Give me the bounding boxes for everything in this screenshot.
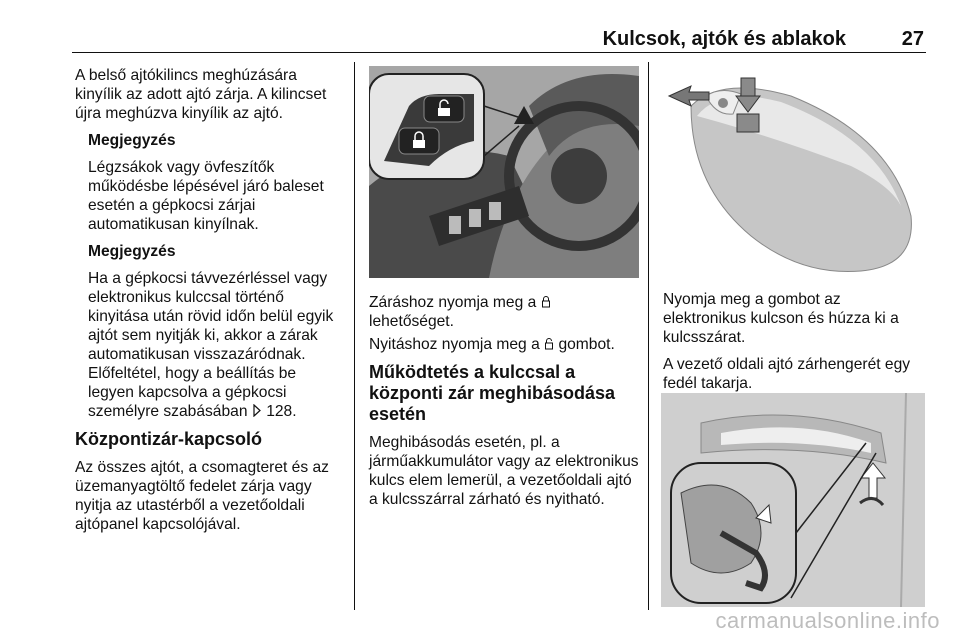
header-title: Kulcsok, ajtók és ablakok (602, 28, 846, 50)
note-text (88, 364, 345, 421)
page-reference-arrow-icon (252, 404, 262, 417)
paragraph (369, 293, 639, 331)
lock-instruction: Záráshoz nyomja meg a (369, 294, 537, 311)
paragraph: A vezető oldali ajtó zárhengerét egy fedél takarja. (663, 356, 911, 392)
watermark: carmanualsonline.info (715, 608, 940, 633)
section-heading: Működtetés a kulccsal a központi zár meghibásodása esetén (369, 362, 616, 424)
door-handle-lock-cylinder-figure (661, 393, 925, 607)
note-title: Megjegyzés (88, 243, 176, 260)
note-text-line: Előfeltétel, hogy a beállítás be legyen kapcsolva a gépkocsi személyre szabásában (88, 365, 297, 420)
unlock-instruction-end: gombot. (558, 336, 615, 353)
door-lock-switch-figure (369, 66, 639, 278)
column-divider (354, 62, 355, 610)
paragraph: Az összes ajtót, a csomagteret és az üzemanyagtöltő fedelet zárja vagy nyitja az utastérből a vezetőoldali ajtópanel kapcsolójával. (75, 459, 329, 533)
header-rule (72, 52, 926, 53)
page-reference[interactable]: 128. (266, 403, 297, 420)
page-number: 27 (901, 28, 924, 50)
column-2 (369, 293, 639, 517)
paragraph: A belső ajtókilincs meghúzására kinyílik az adott ajtó zárja. A kilincset újra meghúzva kinyílik az ajtó. (75, 67, 327, 122)
unlock-instruction: Nyitáshoz nyomja meg a (369, 336, 540, 353)
paragraph (369, 335, 639, 354)
note-text: Légzsákok vagy övfeszítők működésbe lépésével járó baleset esetén a gépkocsi zárjai automatikusan kinyílnak. (88, 159, 324, 233)
paragraph: Meghibásodás esetén, pl. a járműakkumulátor vagy az elektronikus kulcs elem lemerül, a vezetőoldali ajtó a kulcsszárral zárható és nyitható. (369, 434, 639, 508)
paragraph: Nyomja meg a gombot az elektronikus kulcson és húzza ki a kulcsszárat. (663, 291, 899, 346)
column-3 (663, 290, 927, 401)
lock-icon (541, 295, 551, 308)
note-text: Ha a gépkocsi távvezérléssel vagy elektronikus kulccsal történő kinyitása után rövid időn belül egyik ajtót sem nyitják ki, akkor a zárak automatikusan visszazáródnak. (88, 270, 334, 363)
page-header (72, 28, 926, 50)
column-divider (648, 62, 649, 610)
lock-instruction-end: lehetőséget. (369, 313, 454, 330)
unlock-icon (544, 337, 554, 350)
electronic-key-figure (661, 66, 925, 276)
section-heading: Központizár-kapcsoló (75, 429, 263, 449)
note-title: Megjegyzés (88, 132, 176, 149)
note (75, 131, 345, 421)
column-1 (75, 66, 345, 542)
